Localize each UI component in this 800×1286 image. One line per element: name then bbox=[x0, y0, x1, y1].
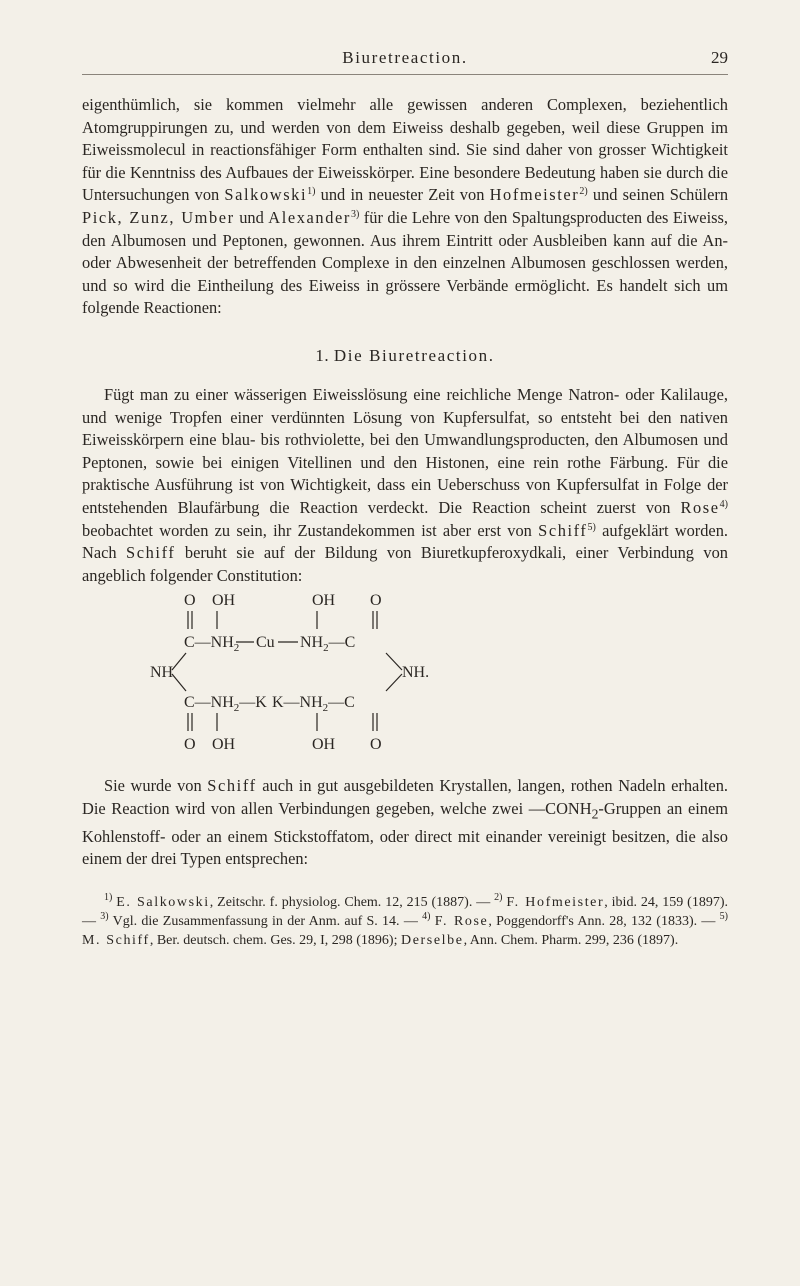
biuret-text-a: Fügt man zu einer wässerigen Eiweisslösung eine reichliche Menge Natron- oder Kalilauge, und wenige Tropfen einer verdünnten Lösung von Kupfersulfat, so entsteht bei den nativen Eiweisskörpern eine blau- bis rothviolette, bei den Umwandlungsproducten, den Albumosen und Peptonen, sowie bei einigen Vitellinen und den Histonen, eine rein rothe Färbung. Für die praktische Ausführung ist von Wichtigkeit, dass ein Ueberschuss von Kupfersulfat in Folge der entstehenden Blaufärbung die Reaction verdeckt. Die Reaction scheint zuerst von bbox=[82, 384, 728, 517]
footnote-5-author: M. Schiff bbox=[82, 932, 150, 948]
formula-top-o-left: O bbox=[184, 592, 196, 610]
intro-text-d: und bbox=[234, 207, 269, 227]
formula-bottom-oh-right: OH bbox=[312, 736, 336, 754]
crystals-subscript: 2 bbox=[591, 806, 599, 822]
biuret-text-b: beobachtet worden zu sein, ihr Zustandekommen ist aber erst von bbox=[82, 520, 539, 540]
formula-row1-left: $C—NH_2$ bbox=[184, 634, 240, 655]
running-title: Biuretreaction. bbox=[342, 48, 468, 67]
formula-row2-left: $C—NH_2—K$ bbox=[184, 694, 267, 715]
author-schiff-2: Schiff bbox=[126, 543, 176, 563]
author-rose: Rose bbox=[680, 497, 720, 517]
author-schiff: Schiff bbox=[538, 520, 588, 540]
footnote-4-text: , Poggendorff's Ann. 28, 132 (1833). — bbox=[488, 913, 720, 929]
formula-top-o-right: O bbox=[370, 592, 382, 610]
footnote-5-text: , Ber. deutsch. chem. Ges. 29, I, 298 (1896); bbox=[149, 932, 401, 948]
bond-nh-right-up bbox=[386, 653, 402, 670]
biuret-text-d: beruht sie auf der Bildung von Biuretkupferoxydkali, einer Verbindung von angeblich folgender Constitution: bbox=[82, 543, 728, 585]
page-header bbox=[82, 48, 728, 78]
section-title: Die Biuretreaction. bbox=[333, 345, 495, 365]
intro-text-e: für die Lehre von den Spaltungsproducten des Eiweiss, den Albumosen und Peptonen, gewonnen. Aus ihrem Eintritt oder Ausbleiben kann auf die An- oder Abwesenheit der betreffenden Complexe in den einzelnen Albumosen geschlossen werden, und so wird die Eintheilung des Eiweiss in grössere Verbände ermöglicht. Es handelt sich um folgende Reactionen: bbox=[82, 207, 728, 318]
footnote-1-mark: 1) bbox=[104, 891, 113, 903]
footnote-2-author: F. Hofmeister bbox=[506, 894, 605, 910]
author-schiff-3: Schiff bbox=[207, 776, 257, 796]
biuret-text-c: aufgeklärt worden. Nach bbox=[82, 520, 728, 563]
page-number: 29 bbox=[711, 48, 728, 67]
footnote-ref-2: 2) bbox=[579, 186, 588, 198]
footnote-1-text: , Zeitschr. f. physiolog. Chem. 12, 215 (1887). — bbox=[209, 894, 495, 910]
footnote-block bbox=[82, 893, 728, 950]
footnote-ref-4: 4) bbox=[719, 498, 728, 510]
footnote-2-mark: 2) bbox=[494, 891, 503, 903]
formula-nh-left: NH bbox=[150, 664, 174, 682]
formula-top-oh-right: OH bbox=[312, 592, 336, 610]
section-number: 1. bbox=[315, 345, 330, 365]
header-rule bbox=[82, 74, 728, 75]
bond-nh-right-down bbox=[386, 674, 402, 691]
section-heading bbox=[82, 346, 728, 366]
crystals-text-a: Sie wurde von bbox=[104, 776, 208, 796]
formula-top-oh-left: OH bbox=[212, 592, 236, 610]
formula-row2-right: $K—NH_2—C$ bbox=[272, 694, 355, 715]
author-salkowski: Salkowski bbox=[224, 185, 308, 205]
author-students: Pick, Zunz, Umber bbox=[82, 207, 235, 227]
structural-formula bbox=[90, 587, 710, 765]
paragraph-biuret bbox=[82, 384, 728, 587]
footnote-ref-5: 5) bbox=[587, 521, 596, 533]
author-hofmeister: Hofmeister bbox=[489, 185, 580, 205]
footnote-3-text: Vgl. die Zusammenfassung in der Anm. auf S. 14. — bbox=[108, 913, 423, 929]
footnote-5-author-2: Derselbe bbox=[401, 932, 464, 948]
bond-nh-left-up bbox=[172, 653, 186, 670]
footnote-5-mark: 5) bbox=[719, 910, 728, 922]
bond-nh-left-down bbox=[172, 674, 186, 691]
footnote-3-mark: 3) bbox=[100, 910, 109, 922]
paragraph-crystals bbox=[82, 775, 728, 871]
footnote-ref-1: 1) bbox=[307, 186, 316, 198]
crystals-text-b: auch in gut ausgebildeten Krystallen, langen, rothen Nadeln erhalten. Die Reaction wird von allen Verbindungen gegeben, welche zwei —CONH bbox=[82, 776, 728, 818]
intro-text-a: eigenthümlich, sie kommen vielmehr alle gewissen anderen Complexen, beziehentlich Atomgruppirungen zu, und werden von dem Eiweiss deshalb gegeben, weil diese Gruppen im Eiweissmolecul in reactionsfähiger Form enthalten sind. Sie sind daher von grosser Wichtigkeit für die Kenntniss des Aufbaues der Eiweisskörper. Eine besondere Bedeutung haben sie durch die Untersuchungen von bbox=[82, 95, 728, 205]
book-page bbox=[82, 48, 728, 950]
footnote-4-author: F. Rose bbox=[434, 913, 489, 929]
footnote-1-author: E. Salkowski bbox=[116, 894, 210, 910]
author-alexander: Alexander bbox=[268, 207, 351, 227]
footnote-5-text-2: , Ann. Chem. Pharm. 299, 236 (1897). bbox=[463, 932, 679, 948]
formula-row1-right: $NH_2—C$ bbox=[300, 634, 356, 655]
formula-bottom-o-left: O bbox=[184, 736, 196, 754]
formula-nh-right: NH. bbox=[402, 664, 430, 682]
intro-text-b: und in neuester Zeit von bbox=[315, 185, 490, 205]
intro-text-c: und seinen Schülern bbox=[587, 185, 729, 205]
formula-bottom-o-right: O bbox=[370, 736, 382, 754]
footnotes bbox=[82, 893, 728, 950]
formula-bottom-oh-left: OH bbox=[212, 736, 236, 754]
footnote-4-mark: 4) bbox=[422, 910, 431, 922]
paragraph-intro bbox=[82, 94, 728, 320]
formula-copper: Cu bbox=[256, 634, 275, 652]
footnote-2-text: , ibid. 24, 159 (1897). — bbox=[82, 894, 728, 929]
footnote-ref-3: 3) bbox=[350, 208, 360, 220]
crystals-text-c: -Gruppen an einem Kohlenstoff- oder an einem Stickstoffatom, oder direct mit einander vereinigt besitzen, die also einem der drei Typen entsprechen: bbox=[82, 798, 729, 869]
